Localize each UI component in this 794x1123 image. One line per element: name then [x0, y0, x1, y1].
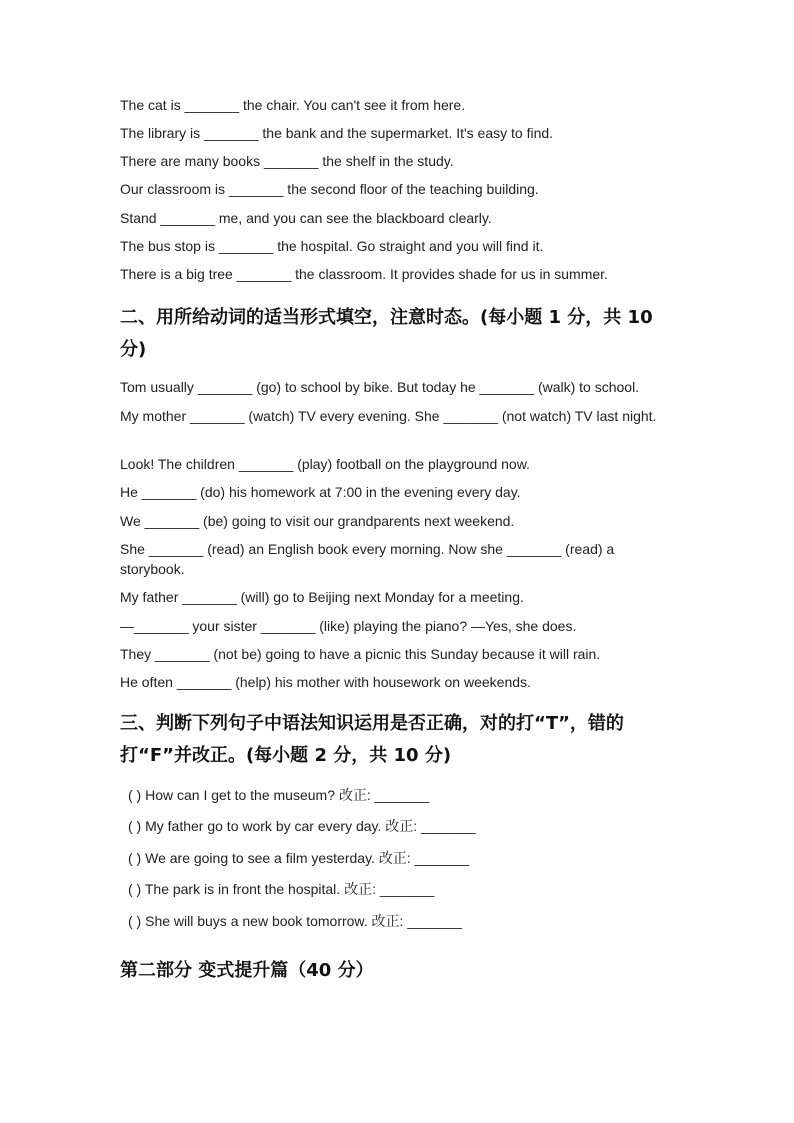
verb-item-7: My father _______ (will) go to Beijing next Monday for a meeting.	[120, 589, 524, 605]
verb-item-10: He often _______ (help) his mother with housework on weekends.	[120, 674, 531, 690]
verb-item-2: My mother _______ (watch) TV every evening. She _______ (not watch) TV last night.	[120, 408, 657, 424]
judge-item-5: ( ) She will buys a new book tomorrow. 改正: _______	[128, 913, 462, 929]
judge-item-2: ( ) My father go to work by car every day. 改正: _______	[128, 818, 476, 834]
verb-item-3: Look! The children _______ (play) football on the playground now.	[120, 456, 530, 472]
prep-item-7: There is a big tree _______ the classroom. It provides shade for us in summer.	[120, 266, 608, 282]
judge-item-4: ( ) The park is in front the hospital. 改正: _______	[128, 881, 435, 897]
verb-item-1: Tom usually _______ (go) to school by bike. But today he _______ (walk) to school.	[120, 379, 640, 395]
prep-item-2: The library is _______ the bank and the supermarket. It's easy to find.	[120, 125, 554, 141]
verb-item-9: They _______ (not be) going to have a picnic this Sunday because it will rain.	[120, 646, 601, 662]
verb-item-8: —_______ your sister _______ (like) playing the piano? —Yes, she does.	[120, 618, 577, 634]
prep-item-1: The cat is _______ the chair. You can't see it from here.	[120, 97, 466, 113]
judge-item-1: ( ) How can I get to the museum? 改正: _______	[128, 787, 430, 803]
prep-item-4: Our classroom is _______ the second floor of the teaching building.	[120, 181, 539, 197]
prep-item-5: Stand _______ me, and you can see the blackboard clearly.	[120, 210, 492, 226]
part-2-heading: 第二部分 变式提升篇（40 分）	[120, 960, 374, 981]
judge-item-3: ( ) We are going to see a film yesterday. 改正: _______	[128, 850, 470, 866]
section-3-heading: 三、判断下列句子中语法知识运用是否正确，对的打“T”，错的打“F”并改正。(每小题 2 分，共 10 分)	[120, 713, 624, 766]
section-2-heading: 二、用所给动词的适当形式填空，注意时态。(每小题 1 分，共 10 分)	[120, 307, 653, 360]
prep-item-3: There are many books _______ the shelf in the study.	[120, 153, 454, 169]
verb-item-5: We _______ (be) going to visit our grandparents next weekend.	[120, 513, 515, 529]
prep-item-6: The bus stop is _______ the hospital. Go straight and you will find it.	[120, 238, 544, 254]
verb-item-6: She _______ (read) an English book every morning. Now she _______ (read) a storybook.	[120, 541, 615, 577]
verb-item-4: He _______ (do) his homework at 7:00 in the evening every day.	[120, 484, 521, 500]
